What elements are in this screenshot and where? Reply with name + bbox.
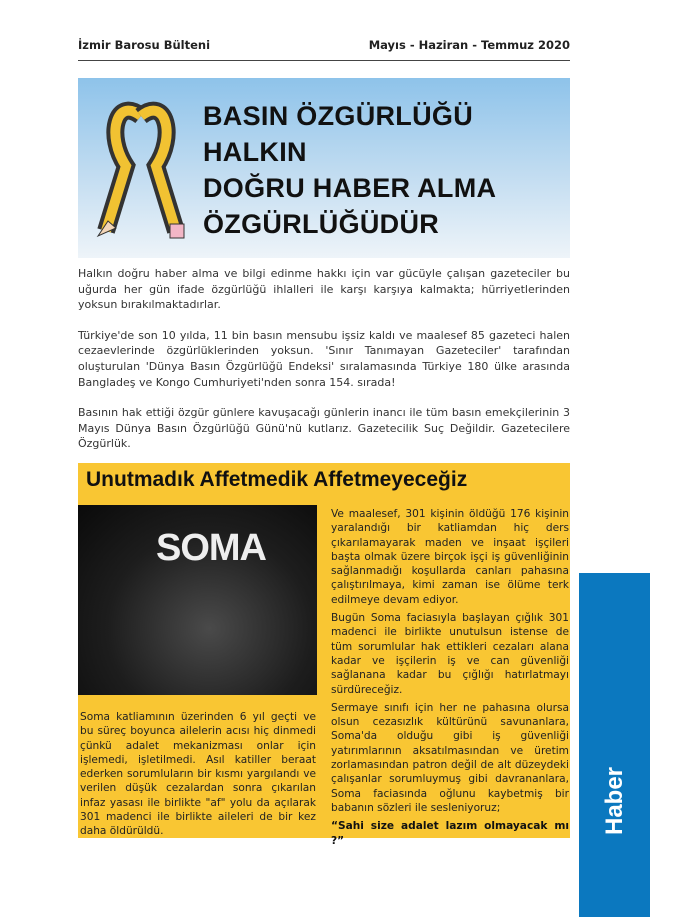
- press-freedom-banner: [78, 78, 570, 258]
- intro-text: [78, 266, 570, 467]
- pencil-ribbon-icon: [96, 96, 186, 246]
- quote: “Sahi size adalet lazım olmayacak mı ?”: [331, 820, 569, 847]
- banner-line: BASIN ÖZGÜRLÜĞÜ: [203, 101, 473, 131]
- paragraph: Halkın doğru haber alma ve bilgi edinme hakkı için var gücüyle çalışan gazeteciler bu uğurda her gün ifade özgürlüğü ihlalleri ile karşı karşıya kalmakta; hürriyetlerinden yoksun bırakılmaktadırlar.: [78, 267, 570, 312]
- publication-name: İzmir Barosu Bülteni: [78, 38, 211, 52]
- banner-line: ÖZGÜRLÜĞÜDÜR: [203, 209, 440, 239]
- soma-right-column: [331, 507, 569, 852]
- banner-line: HALKIN: [203, 137, 307, 167]
- paragraph: Bugün Soma faciasıyla başlayan çığlık 301 madenci ile birlikte unutulsun istense de tüm sorumlular hak ettikleri cezaları alana kadar ve işçilerin iş ve can güvenliği sağlanana kadar bu çığlığı hatırlatmayı sürdüreceğiz.: [331, 612, 569, 696]
- soma-logo: SOMA: [156, 527, 266, 569]
- paragraph: Türkiye'de son 10 yılda, 11 bin basın mensubu işsiz kaldı ve maalesef 85 gazeteci halen cezaevlerinde özgürlüklerinden yoksun. 'Sınır Tanımayan Gazeteciler' tarafından oluşturulan 'Dünya Basın Özgürlüğü Endeksi' sıralamasında Türkiye 180 ülke arasında Bangladeş ve Kongo Cumhuriyeti'nden sonra 154. sırada!: [78, 328, 570, 389]
- paragraph: Basının hak ettiği özgür günlere kavuşacağı günlerin inancı ile tüm basın emekçilerinin 3 Mayıs Dünya Basın Özgürlüğü Günü'nü kutlarız. Gazetecilik Suç Değildir. Gazetecilere Özgürlük.: [78, 406, 570, 451]
- paragraph: Sermaye sınıfı için her ne pahasına olursa olsun cezasızlık kültürünü savunanlara, Soma'da olduğu gibi iş güvenliği yatırımlarının aksatılmasından ve üretim zorlamasından patron değil de alt düzeydeki çalışanlar sorumluymuş gibi davrananlara, Soma faciasında oğlunu kaybetmiş bir babanın sözleri ile sesleniyoruz;: [331, 701, 569, 814]
- soma-left-text: Soma katliamının üzerinden 6 yıl geçti ve bu süreç boyunca ailelerin acısı hiç dinmedi çünkü adalet mekanizması onlar için işlemedi, işletilmedi. Asıl katiller beraat ederken sorumluların bir kısmı yargılandı ve verilen düşük cezalardan sonra çıkarılan infaz yasası ile birlikte "af" yolu da açılarak 301 madenci ile birlikte aileleri de bir kez daha öldürüldü.: [80, 711, 316, 838]
- paragraph: Ve maalesef, 301 kişinin öldüğü 176 kişinin yaralandığı bir katliamdan hiç ders çıkarılamayarak maden ve inşaat işçileri başta olmak üzere birçok işçi iş güvenliğinin sağlanmadığı koşullarda canları pahasına çalıştırılmaya, kimi zaman ise ölüme terk edilmeye devam ediyor.: [331, 508, 569, 606]
- banner-line: DOĞRU HABER ALMA: [203, 173, 497, 203]
- section-tab-label: Haber: [600, 766, 628, 836]
- header-divider: [78, 60, 570, 61]
- soma-miner-photo: [78, 505, 317, 695]
- section-tab: [579, 573, 650, 917]
- soma-title: Unutmadık Affetmedik Affetmeyeceğiz: [86, 468, 468, 491]
- banner-headline: [203, 98, 496, 242]
- issue-date: Mayıs - Haziran - Temmuz 2020: [368, 38, 570, 52]
- page-header: [78, 38, 570, 52]
